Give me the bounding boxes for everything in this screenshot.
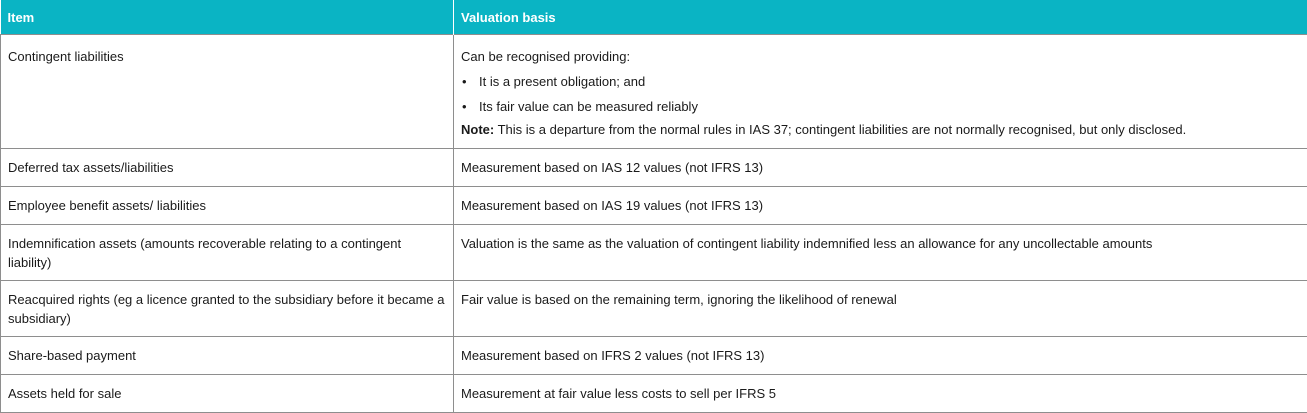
- item-cell: Assets held for sale: [1, 375, 454, 413]
- table-row: [1, 225, 1307, 281]
- valuation-basis-cell: Valuation is the same as the valuation of contingent liability indemnified less an allowance for any uncollectable amounts: [454, 225, 1307, 281]
- list-item-text: Its fair value can be measured reliably: [479, 99, 698, 114]
- item-cell: Indemnification assets (amounts recoverable relating to a contingent liability): [1, 225, 454, 281]
- list-item: [461, 72, 1300, 91]
- note-text: This is a departure from the normal rules in IAS 37; contingent liabilities are not normally recognised, but only disclosed.: [494, 122, 1187, 137]
- item-cell: Employee benefit assets/ liabilities: [1, 187, 454, 225]
- table-row: [1, 337, 1307, 375]
- column-header-valuation-basis: Valuation basis: [454, 0, 1307, 35]
- note-label: Note:: [461, 122, 495, 137]
- table-header-row: [1, 0, 1307, 35]
- table-row: [1, 281, 1307, 337]
- intro-text: Can be recognised providing:: [461, 49, 631, 64]
- list-item: [461, 97, 1300, 116]
- list-item-text: It is a present obligation; and: [479, 74, 646, 89]
- valuation-basis-cell: Measurement based on IFRS 2 values (not IFRS 13): [454, 337, 1307, 375]
- item-cell: Deferred tax assets/liabilities: [1, 149, 454, 187]
- item-cell: Reacquired rights (eg a licence granted to the subsidiary before it became a subsidiary): [1, 281, 454, 337]
- item-cell: Share-based payment: [1, 337, 454, 375]
- bullet-icon: •: [462, 99, 467, 114]
- item-cell: Contingent liabilities: [1, 35, 454, 149]
- valuation-basis-cell: Fair value is based on the remaining term, ignoring the likelihood of renewal: [454, 281, 1307, 337]
- note: [461, 120, 1300, 139]
- bullet-icon: •: [462, 74, 467, 89]
- condition-list: [461, 72, 1300, 116]
- table-row: [1, 149, 1307, 187]
- valuation-basis-cell: [454, 35, 1307, 149]
- valuation-basis-cell: Measurement based on IAS 12 values (not IFRS 13): [454, 149, 1307, 187]
- table-row: [1, 375, 1307, 413]
- valuation-basis-cell: Measurement at fair value less costs to sell per IFRS 5: [454, 375, 1307, 413]
- table-row: [1, 35, 1307, 149]
- table-row: [1, 187, 1307, 225]
- column-header-item: Item: [1, 0, 454, 35]
- valuation-basis-cell: Measurement based on IAS 19 values (not IFRS 13): [454, 187, 1307, 225]
